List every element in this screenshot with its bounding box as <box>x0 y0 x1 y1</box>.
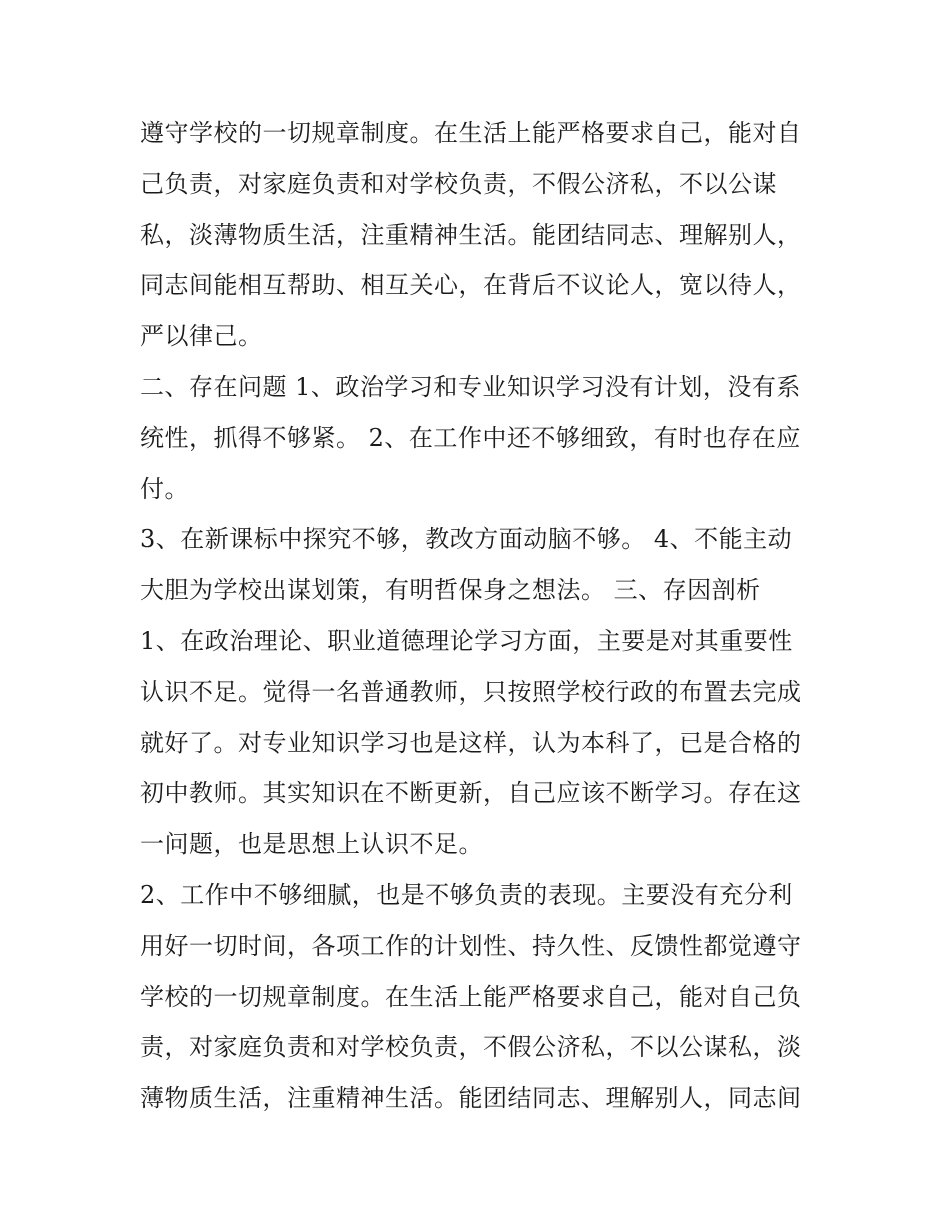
text-line: 私，淡薄物质生活，注重精神生活。能团结同志、理解别人， <box>140 220 802 249</box>
text-line: 责，对家庭负责和对学校负责，不假公济私，不以公谋私，淡 <box>140 1033 802 1062</box>
text-line: 1、在政治理论、职业道德理论学习方面，主要是对其重要性 <box>140 626 793 655</box>
body-text <box>140 108 820 1124</box>
text-line: 二、存在问题 1、政治学习和专业知识学习没有计划，没有系 <box>140 372 801 401</box>
text-line: 大胆为学校出谋划策，有明哲保身之想法。 三、存因剖析 <box>140 576 761 605</box>
text-line: 3、在新课标中探究不够，教改方面动脑不够。 4、不能主动 <box>140 525 793 554</box>
text-line: 认识不足。觉得一名普通教师，只按照学校行政的布置去完成 <box>140 677 802 706</box>
text-line: 遵守学校的一切规章制度。在生活上能严格要求自己，能对自 <box>140 119 802 147</box>
text-line: 薄物质生活，注重精神生活。能团结同志、理解别人，同志间 <box>140 1084 802 1113</box>
text-line: 一问题，也是思想上认识不足。 <box>140 830 483 859</box>
text-line: 同志间能相互帮助、相互关心，在背后不议论人，宽以待人， <box>140 271 802 300</box>
text-line: 初中教师。其实知识在不断更新，自己应该不断学习。存在这 <box>140 779 802 808</box>
text-line: 2、工作中不够细腻，也是不够负责的表现。主要没有充分利 <box>140 880 793 909</box>
text-line: 就好了。对专业知识学习也是这样，认为本科了，已是合格的 <box>140 728 802 757</box>
text-line: 统性，抓得不够紧。 2、在工作中还不够细致，有时也存在应 <box>140 423 801 452</box>
text-line: 用好一切时间，各项工作的计划性、持久性、反馈性都觉遵守 <box>140 931 802 960</box>
text-line: 学校的一切规章制度。在生活上能严格要求自己，能对自己负 <box>140 982 802 1011</box>
text-line: 己负责，对家庭负责和对学校负责，不假公济私，不以公谋 <box>140 169 777 198</box>
text-line: 付。 <box>140 474 189 503</box>
text-line: 严以律己。 <box>140 322 263 351</box>
